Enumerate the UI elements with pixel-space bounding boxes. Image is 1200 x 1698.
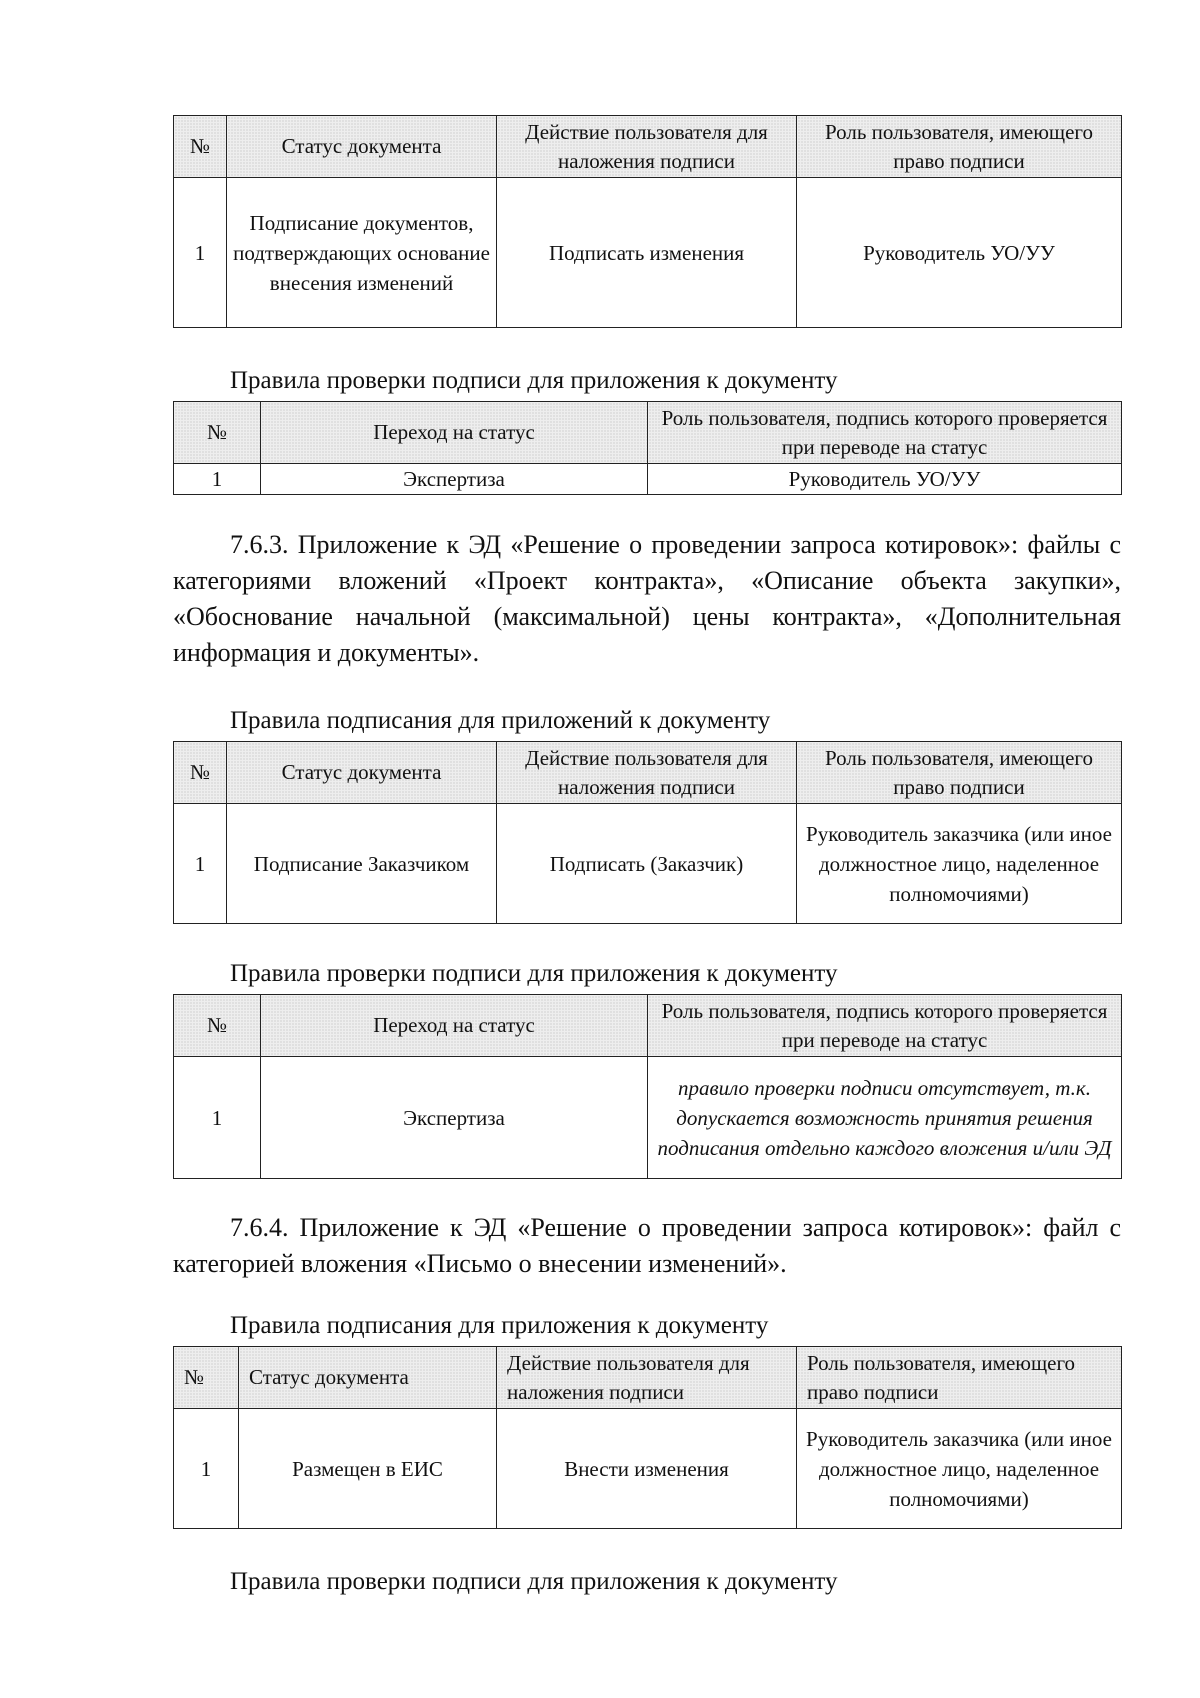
paragraph-7-6-4: 7.6.4. Приложение к ЭД «Решение о проведении запроса котировок»: файл с категорией вложения «Письмо о внесении изменений». [173, 1213, 1121, 1278]
signature-check-table-2 [173, 994, 1122, 1179]
col-verified-role: Роль пользователя, подпись которого проверяется при переводе на статус [648, 995, 1122, 1057]
table-row [174, 1057, 1122, 1179]
col-number: № [174, 995, 261, 1057]
col-user-role: Роль пользователя, имеющего право подписи [797, 742, 1122, 804]
col-document-status: Статус документа [227, 116, 497, 178]
cell-verified-role: правило проверки подписи отсутствует, т.к. допускается возможность принятия решения подписания отдельно каждого вложения и/или ЭД [648, 1057, 1122, 1179]
col-user-action: Действие пользователя для наложения подписи [497, 742, 797, 804]
col-user-action: Действие пользователя для наложения подписи [497, 116, 797, 178]
signature-check-table-1 [173, 401, 1122, 495]
table-row [174, 464, 1122, 495]
table-row [174, 804, 1122, 924]
table-header-row [174, 742, 1122, 804]
cell-user-role: Руководитель заказчика (или иное должностное лицо, наделенное полномочиями) [797, 1409, 1122, 1529]
table-caption: Правила проверки подписи для приложения к документу [230, 367, 838, 394]
col-document-status: Статус документа [227, 742, 497, 804]
table-caption: Правила проверки подписи для приложения к документу [230, 960, 838, 987]
col-document-status: Статус документа [239, 1347, 497, 1409]
cell-number: 1 [174, 1057, 261, 1179]
cell-user-action: Подписать изменения [497, 178, 797, 328]
col-number: № [174, 116, 227, 178]
cell-status-transition: Экспертиза [261, 464, 648, 495]
signing-rules-table-3 [173, 1346, 1122, 1529]
table-caption: Правила проверки подписи для приложения к документу [230, 1568, 838, 1595]
cell-document-status: Размещен в ЕИС [239, 1409, 497, 1529]
cell-user-role: Руководитель УО/УУ [797, 178, 1122, 328]
signing-rules-table-2 [173, 741, 1122, 924]
table-row [174, 1409, 1122, 1529]
table-caption: Правила подписания для приложения к документу [230, 1312, 769, 1339]
col-user-role: Роль пользователя, имеющего право подписи [797, 1347, 1122, 1409]
cell-verified-role: Руководитель УО/УУ [648, 464, 1122, 495]
table-header-row [174, 1347, 1122, 1409]
cell-number: 1 [174, 804, 227, 924]
cell-user-action: Внести изменения [497, 1409, 797, 1529]
cell-status-transition: Экспертиза [261, 1057, 648, 1179]
signing-rules-table-1 [173, 115, 1122, 328]
col-user-role: Роль пользователя, имеющего право подписи [797, 116, 1122, 178]
cell-number: 1 [174, 178, 227, 328]
cell-document-status: Подписание документов, подтверждающих основание внесения изменений [227, 178, 497, 328]
col-number: № [174, 742, 227, 804]
col-status-transition: Переход на статус [261, 402, 648, 464]
col-status-transition: Переход на статус [261, 995, 648, 1057]
cell-number: 1 [174, 1409, 239, 1529]
table-header-row [174, 995, 1122, 1057]
table-row [174, 178, 1122, 328]
cell-user-action: Подписать (Заказчик) [497, 804, 797, 924]
table-header-row [174, 402, 1122, 464]
cell-user-role: Руководитель заказчика (или иное должностное лицо, наделенное полномочиями) [797, 804, 1122, 924]
col-user-action: Действие пользователя для наложения подписи [497, 1347, 797, 1409]
cell-number: 1 [174, 464, 261, 495]
table-caption: Правила подписания для приложений к документу [230, 707, 771, 734]
col-verified-role: Роль пользователя, подпись которого проверяется при переводе на статус [648, 402, 1122, 464]
table-header-row [174, 116, 1122, 178]
cell-document-status: Подписание Заказчиком [227, 804, 497, 924]
paragraph-7-6-3: 7.6.3. Приложение к ЭД «Решение о проведении запроса котировок»: файлы с категориями вложений «Проект контракта», «Описание объекта закупки», «Обоснование начальной (максимальной) цены контракта», «Дополнительная информация и документы». [173, 530, 1121, 667]
col-number: № [174, 402, 261, 464]
col-number: № [174, 1347, 239, 1409]
